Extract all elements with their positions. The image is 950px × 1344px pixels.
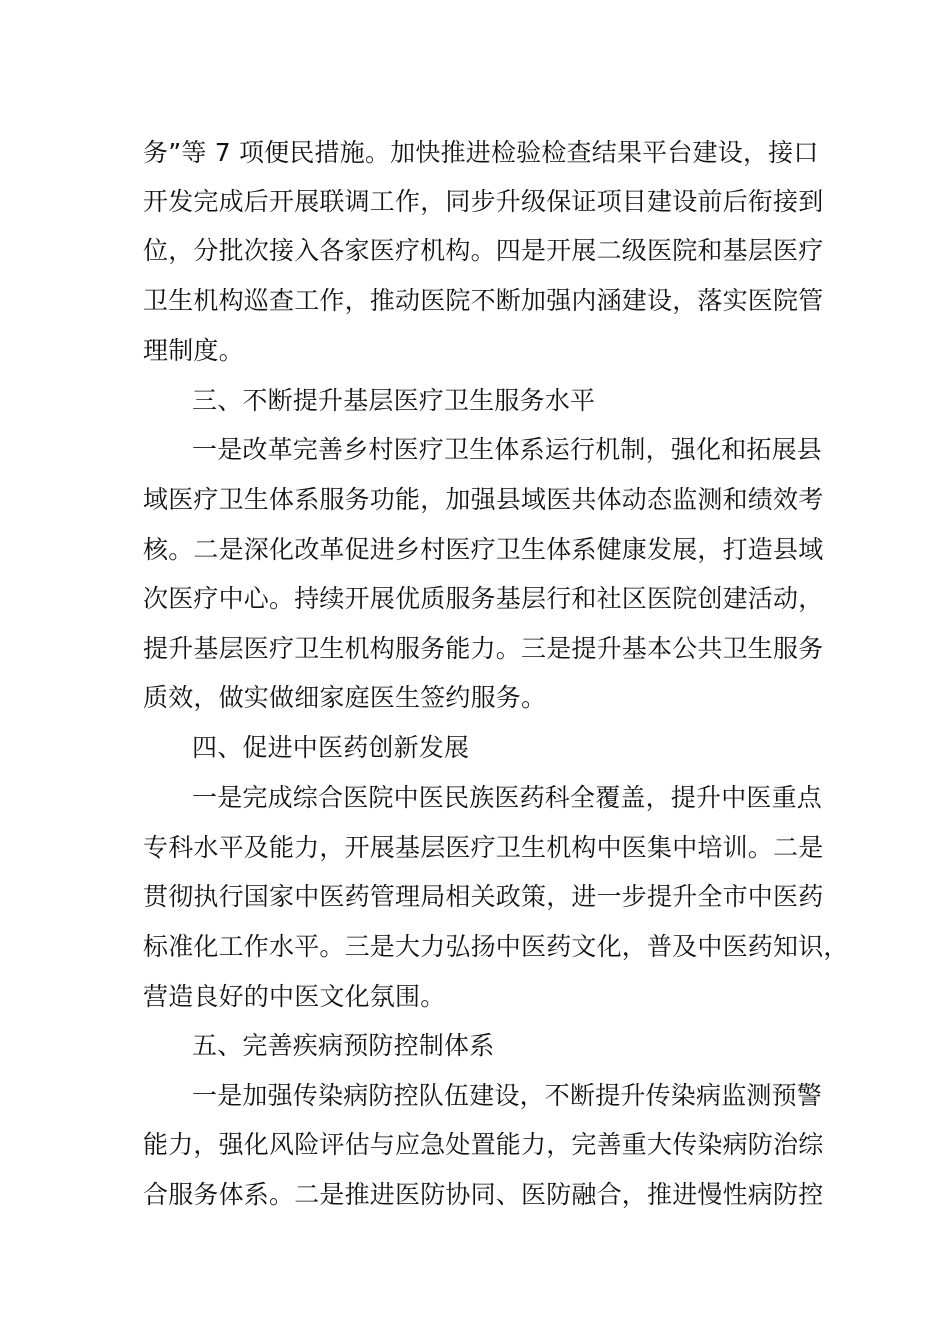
text-line: 域医疗卫生体系服务功能，加强县域医共体动态监测和绩效考 xyxy=(143,485,824,514)
section-heading: 三、不断提升基层医疗卫生服务水平 xyxy=(192,386,596,415)
text-line: 卫生机构巡查工作，推动医院不断加强内涵建设，落实医院管 xyxy=(143,286,824,315)
text-line: 一是加强传染病防控队伍建设，不断提升传染病监测预警 xyxy=(192,1081,823,1110)
text-line: 标准化工作水平。三是大力弘扬中医药文化，普及中医药知识， xyxy=(143,932,849,961)
text-line: 专科水平及能力，开展基层医疗卫生机构中医集中培训。二是 xyxy=(143,833,824,862)
text-line: 核。二是深化改革促进乡村医疗卫生体系健康发展，打造县域 xyxy=(143,535,824,564)
text-line: 次医疗中心。持续开展优质服务基层行和社区医院创建活动， xyxy=(143,584,824,613)
text-line: 质效，做实做细家庭医生签约服务。 xyxy=(143,683,547,712)
text-line: 营造良好的中医文化氛围。 xyxy=(143,982,446,1011)
text-line: 一是改革完善乡村医疗卫生体系运行机制，强化和拓展县 xyxy=(192,435,823,464)
section-heading: 四、促进中医药创新发展 xyxy=(192,733,470,762)
section-heading: 五、完善疾病预防控制体系 xyxy=(192,1031,495,1060)
text-line: 贯彻执行国家中医药管理局相关政策，进一步提升全市中医药 xyxy=(143,882,824,911)
text-line: 位，分批次接入各家医疗机构。四是开展二级医院和基层医疗 xyxy=(143,236,824,265)
text-line: 一是完成综合医院中医民族医药科全覆盖，提升中医重点 xyxy=(192,783,823,812)
text-line: 开发完成后开展联调工作，同步升级保证项目建设前后衔接到 xyxy=(143,187,824,216)
text-line: 提升基层医疗卫生机构服务能力。三是提升基本公共卫生服务 xyxy=(143,634,824,663)
text-line: 理制度。 xyxy=(143,336,244,365)
text-line: 能力，强化风险评估与应急处置能力，完善重大传染病防治综 xyxy=(143,1130,824,1159)
text-line: 合服务体系。二是推进医防协同、医防融合，推进慢性病防控 xyxy=(143,1180,824,1209)
text-line: 务”等 7 项便民措施。加快推进检验检查结果平台建设，接口 xyxy=(143,138,819,167)
